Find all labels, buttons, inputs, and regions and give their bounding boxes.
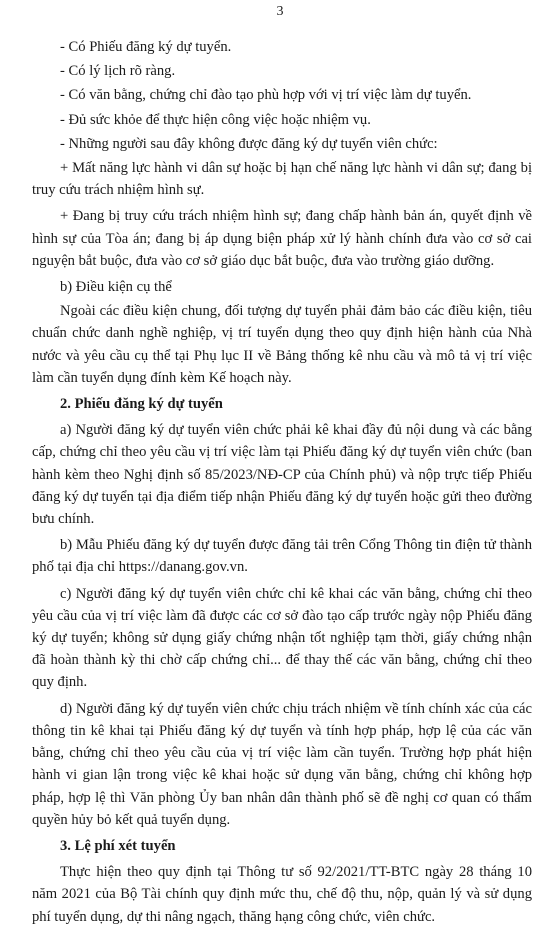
document-body	[32, 36, 532, 932]
bullet-qualifications: - Có văn bằng, chứng chỉ đào tạo phù hợp với vị trí việc làm dự tuyển.	[60, 87, 472, 104]
section-2-heading: 2. Phiếu đăng ký dự tuyển	[60, 396, 223, 413]
section-2-item-a: a) Người đăng ký dự tuyển viên chức phải kê khai đầy đủ nội dung và các bằng cấp, chứng chỉ theo yêu cầu vị trí việc làm tại Phiếu đăng ký dự tuyển viên chức (ban hành kèm theo Nghị định số 85/2023/NĐ-CP của Chính phủ) và nộp trực tiếp Phiếu đăng ký dự tuyển tại địa điểm tiếp nhận Phiếu đăng ký dự tuyển hoặc gửi theo đường bưu chính.	[32, 422, 532, 528]
page-number: 3	[276, 4, 284, 19]
section-2-item-d: d) Người đăng ký dự tuyển viên chức chịu trách nhiệm về tính chính xác của các thông tin kê khai tại Phiếu đăng ký dự tuyển và tính hợp pháp, hợp lệ của các văn bằng, chứng chỉ theo yêu cầu của vị trí việc làm cần tuyển. Trường hợp phát hiện hành vi gian lận trong việc kê khai hoặc sử dụng văn bằng, chứng chỉ không hợp pháp, hợp lệ thì Văn phòng Ủy ban nhân dân thành phố sẽ đề nghị cơ quan có thẩm quyền hủy bỏ kết quả tuyển dụng.	[32, 700, 532, 828]
section-2-item-b: b) Mẫu Phiếu đăng ký dự tuyển được đăng tải trên Cổng Thông tin điện tử thành phố tại địa chỉ https://danang.gov.vn.	[32, 537, 532, 576]
bullet-clear-background: - Có lý lịch rõ ràng.	[60, 63, 176, 80]
section-3-heading: 3. Lệ phí xét tuyển	[60, 837, 176, 854]
subsection-b-text: Ngoài các điều kiện chung, đối tượng dự tuyển phải đảm bảo các điều kiện, tiêu chuẩn chức danh nghề nghiệp, vị trí tuyển dụng theo quy định hiện hành của Nhà nước và yêu cầu cụ thể tại Phụ lục II về Bảng thống kê nhu cầu và mô tả vị trí việc làm cần tuyển dụng đính kèm Kế hoạch này.	[32, 303, 532, 386]
section-3-text: Thực hiện theo quy định tại Thông tư số 92/2021/TT-BTC ngày 28 tháng 10 năm 2021 của Bộ Tài chính quy định mức thu, chế độ thu, nộp, quản lý và sử dụng phí tuyển dụng, dự thi nâng ngạch, thăng hạng công chức, viên chức.	[32, 864, 532, 925]
ineligible-item-1: + Mất năng lực hành vi dân sự hoặc bị hạn chế năng lực hành vi dân sự; đang bị truy cứu trách nhiệm hình sự.	[32, 160, 532, 199]
ineligible-item-2: + Đang bị truy cứu trách nhiệm hình sự; đang chấp hành bản án, quyết định về hình sự của Tòa án; đang bị áp dụng biện pháp xử lý hành chính đưa vào cơ sở cai nguyện bắt buộc, đưa vào cơ sở giáo dục bắt buộc, đưa vào trường giáo dưỡng.	[32, 208, 532, 269]
subsection-b-title: b) Điều kiện cụ thể	[60, 279, 172, 296]
bullet-ineligible-intro: - Những người sau đây không được đăng ký dự tuyển viên chức:	[60, 135, 438, 152]
section-2-item-c: c) Người đăng ký dự tuyển viên chức chỉ kê khai các văn bằng, chứng chỉ theo yêu cầu của vị trí việc làm đã được các cơ sở đào tạo cấp trước ngày nộp Phiếu đăng ký dự tuyển; không sử dụng giấy chứng nhận tốt nghiệp tạm thời, giấy chứng nhận đã hoàn thành kỳ thi chờ cấp chứng chỉ... để thay thế các văn bằng, chứng chỉ theo quy định.	[32, 585, 532, 691]
bullet-registration-form: - Có Phiếu đăng ký dự tuyển.	[60, 39, 232, 55]
bullet-health: - Đủ sức khỏe để thực hiện công việc hoặc nhiệm vụ.	[60, 111, 371, 128]
